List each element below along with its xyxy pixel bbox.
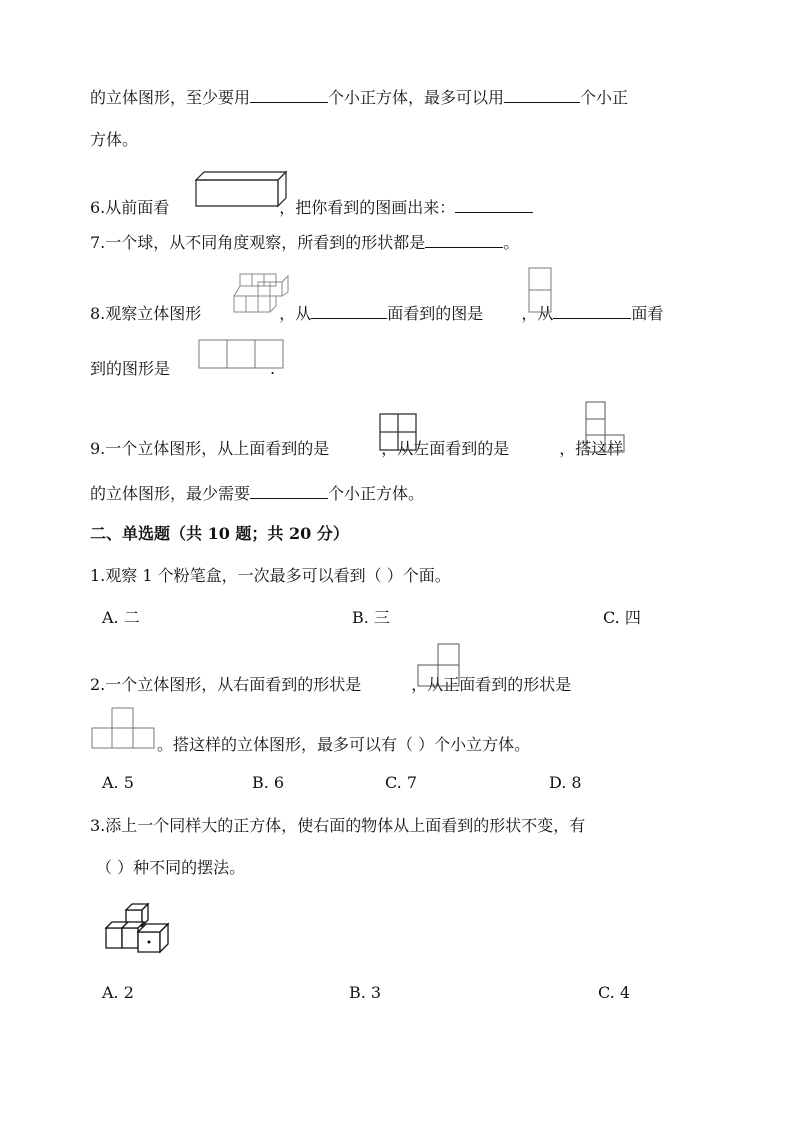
- right-view-figure: [416, 642, 462, 688]
- mc2-option-c[interactable]: C. 7: [385, 773, 418, 792]
- cube-stack-figure: [230, 270, 292, 316]
- mc2-option-a[interactable]: A. 5: [102, 773, 134, 792]
- mc2-text-a: 2.一个立体图形，从右面看到的形状是: [90, 675, 362, 694]
- front-view-figure: [197, 338, 287, 372]
- left-view-figure: [584, 400, 626, 454]
- section-title: 二、单选题（共 10 题；共 20 分）: [90, 524, 349, 543]
- mc2-line-2: 。搭这样的立体图形，最多可以有（ ）个小立方体。: [157, 735, 531, 754]
- q9-text-a: 9.一个立体图形，从上面看到的是: [90, 439, 330, 458]
- q5-blank-min[interactable]: [250, 86, 328, 103]
- q5-line-2: [90, 129, 138, 151]
- mc2-text-b: ，从正面看到的形状是: [411, 675, 572, 694]
- q5-text-line2: 方体。: [90, 130, 139, 149]
- q9-text-b: ，从左面看到的是: [381, 439, 510, 458]
- mc3-line-1: 3.添上一个同样大的正方体，使右面的物体从上面看到的形状不变，有: [90, 816, 586, 835]
- q7-text-a: 7.一个球，从不同角度观察，所看到的形状都是: [90, 233, 426, 252]
- q8-blank-2[interactable]: [553, 302, 631, 319]
- q9-line-2: [90, 482, 424, 505]
- q9-text-c: ，搭这样: [559, 439, 624, 458]
- q9-blank[interactable]: [250, 482, 328, 499]
- mc1-stem: 1.观察 1 个粉笔盒，一次最多可以看到（ ）个面。: [90, 566, 451, 585]
- q7-text-b: 。: [503, 233, 520, 252]
- q5-line-1: [90, 86, 628, 109]
- q8-text-a: 8.观察立体图形: [90, 304, 202, 323]
- top-view-figure: [378, 412, 418, 452]
- mc2-front-view-figure: [90, 704, 156, 750]
- mc2-option-d[interactable]: D. 8: [549, 773, 582, 792]
- q9-text-line2b: 个小正方体。: [328, 484, 425, 503]
- mc3-option-b[interactable]: B. 3: [349, 983, 382, 1002]
- q6-text-a: 6.从前面看: [90, 198, 170, 217]
- q5-blank-max[interactable]: [504, 86, 580, 103]
- q9-text-line2a: 的立体图形，最少需要: [90, 484, 251, 503]
- q8-text-d: ，从: [521, 304, 554, 323]
- q8-line-1: [90, 302, 663, 325]
- q7-line: [90, 231, 519, 254]
- mc1-option-a[interactable]: A. 二: [102, 608, 140, 627]
- mc3-line-2: （ ）种不同的摆法。: [96, 858, 246, 877]
- q8-text-line2: 到的图形是: [90, 359, 171, 378]
- mc1-option-b[interactable]: B. 三: [352, 608, 390, 627]
- q7-blank[interactable]: [425, 231, 503, 248]
- q9-line-1: [90, 438, 623, 460]
- mc2-line-1: [90, 674, 571, 696]
- q8-text-end: .: [270, 359, 276, 378]
- q5-text-a: 的立体图形，至少要用: [90, 88, 251, 107]
- q5-text-c: 个小正: [580, 88, 629, 107]
- q6-text-b: ，把你看到的图画出来：: [279, 198, 456, 217]
- q8-text-c: 面看到的图是: [387, 304, 484, 323]
- q8-blank-1[interactable]: [311, 302, 387, 319]
- q8-text-b: ，从: [279, 304, 312, 323]
- cuboid-figure: [194, 170, 290, 208]
- q8-text-e: 面看: [631, 304, 664, 323]
- mc3-option-c[interactable]: C. 4: [598, 983, 631, 1002]
- mc2-option-b[interactable]: B. 6: [252, 773, 285, 792]
- q6-blank[interactable]: [455, 196, 533, 213]
- side-view-figure: [527, 266, 553, 316]
- cube-arrangement-figure: [102, 900, 172, 956]
- mc3-option-a[interactable]: A. 2: [102, 983, 134, 1002]
- q5-text-b: 个小正方体，最多可以用: [328, 88, 505, 107]
- mc1-option-c[interactable]: C. 四: [603, 608, 641, 627]
- q6-line: [90, 196, 533, 219]
